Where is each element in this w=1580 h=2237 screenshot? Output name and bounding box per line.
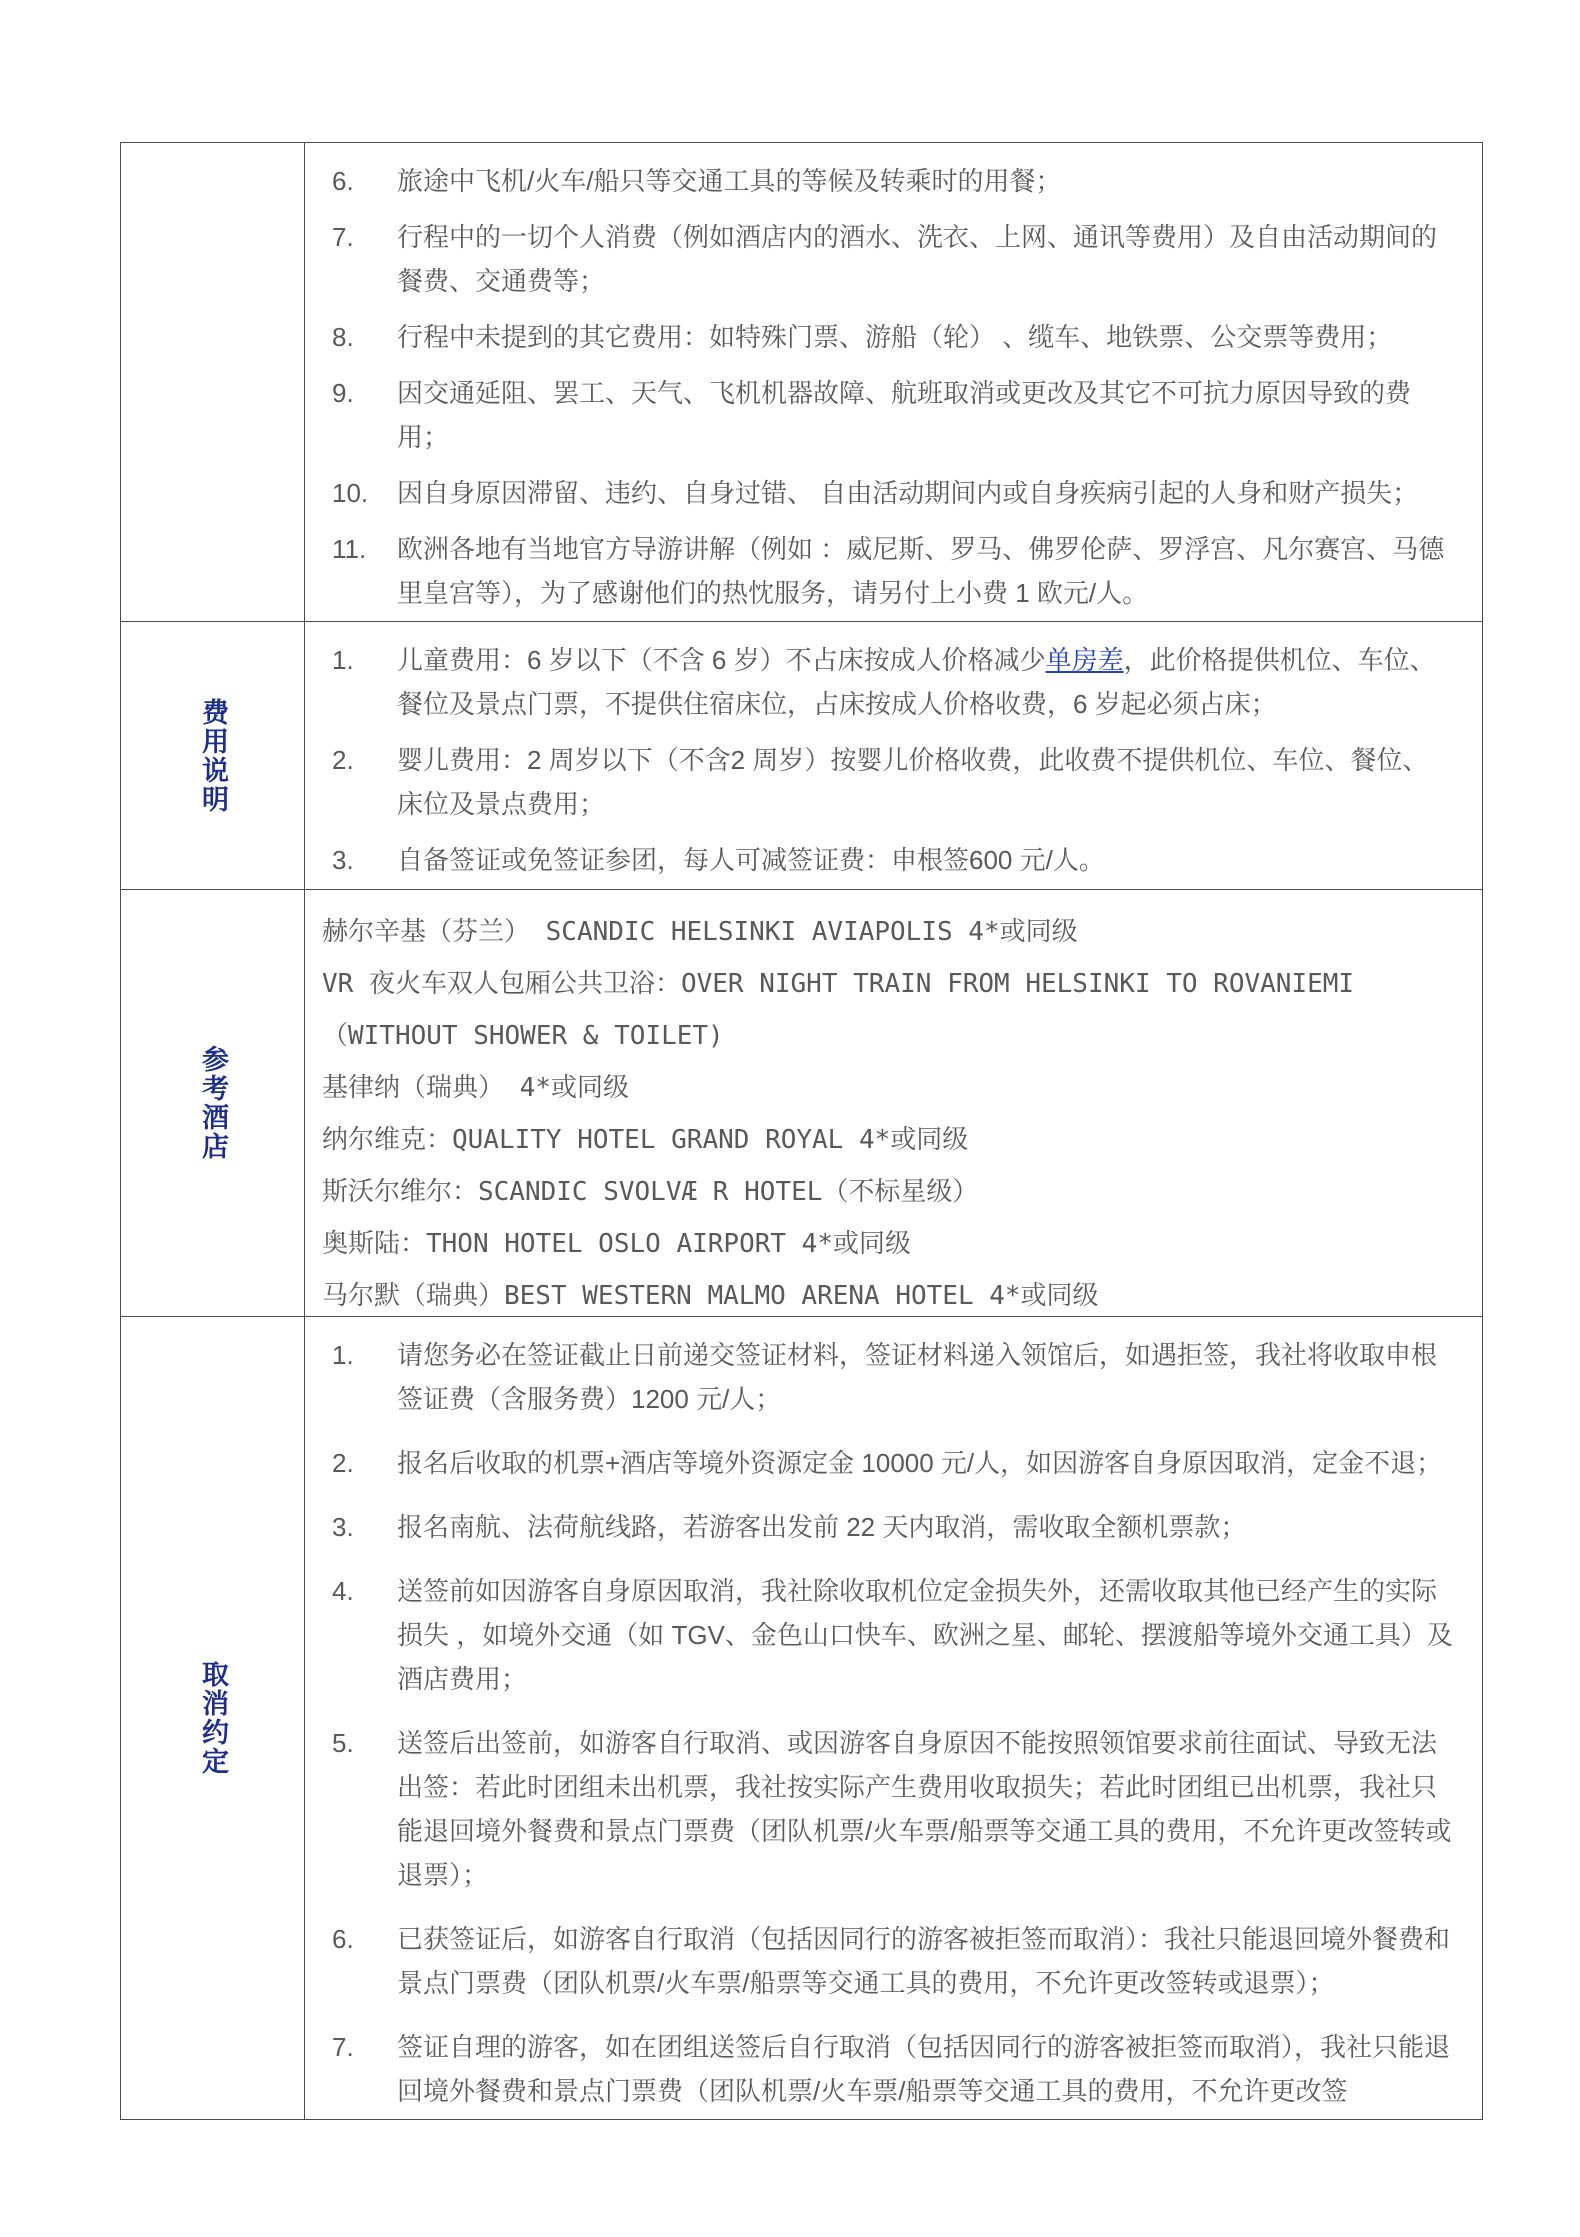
list-item: [332, 1721, 1454, 1897]
item-number: 11.: [332, 534, 367, 564]
item-number: 1.: [332, 645, 354, 675]
item-number: 2.: [332, 745, 354, 775]
exclusions-row-header-empty: [121, 143, 305, 621]
item-text: 签证自理的游客，如在团组送签后自行取消（包括因同行的游客被拒签而取消），我社只能退回境外餐费和景点门票费（团队机票/火车票/船票等交通工具的费用，不允许更改签: [397, 2032, 1451, 2106]
hotels-row-header: [121, 890, 305, 1316]
fees-header-label: 费用说明: [198, 697, 228, 814]
item-text: 婴儿费用：2 周岁以下（不含2 周岁）按婴儿价格收费，此收费不提供机位、车位、餐位、床位及景点费用；: [397, 745, 1429, 819]
item-text: 自备签证或免签证参团，每人可减签证费：申根签600 元/人。: [397, 845, 1105, 875]
list-item: [332, 2025, 1454, 2113]
cancellation-row-header: [121, 1317, 305, 2119]
hotel-line: 奥斯陆：THON HOTEL OSLO AIRPORT 4*或同级: [322, 1229, 911, 1259]
list-item: [332, 315, 1454, 359]
item-text: 旅途中飞机/火车/船只等交通工具的等候及转乘时的用餐；: [397, 166, 1062, 196]
item-text-pre: 儿童费用：6 岁以下（不含 6 岁）不占床按成人价格减少: [397, 645, 1046, 675]
item-text: 行程中的一切个人消费（例如酒店内的酒水、洗衣、上网、通讯等费用）及自由活动期间的餐费、交通费等；: [397, 222, 1438, 296]
cancellation-header-label: 取消约定: [198, 1660, 228, 1776]
item-number: 1.: [332, 1340, 354, 1370]
list-item: [332, 371, 1454, 459]
list-item: [332, 638, 1454, 726]
item-number: 6.: [332, 1924, 354, 1954]
list-item: [332, 738, 1454, 826]
item-text: 欧洲各地有当地官方导游讲解（例如 ：威尼斯、罗马、佛罗伦萨、罗浮宫、凡尔赛宫、马德里皇宫等），为了感谢他们的热忱服务，请另付上小费 1 欧元/人。: [397, 534, 1445, 608]
item-text: 送签后出签前，如游客自行取消、或因游客自身原因不能按照领馆要求前往面试、导致无法出签：若此时团组未出机票，我社按实际产生费用收取损失；若此时团组已出机票，我社只能退回境外餐费和景点门票费（团队机票/火车票/船票等交通工具的费用，不允许更改签转或退票）；: [397, 1728, 1452, 1890]
single-room-supplement-link[interactable]: 单房差: [1045, 645, 1124, 675]
item-number: 7.: [332, 2032, 354, 2062]
item-number: 10.: [332, 478, 369, 508]
item-number: 6.: [332, 166, 354, 196]
hotel-line: VR 夜火车双人包厢公共卫浴：OVER NIGHT TRAIN FROM HELSINKI TO ROVANIEMI （WITHOUT SHOWER & TOILET): [322, 969, 1355, 1051]
cancellation-row: [121, 1317, 1482, 2119]
fees-body: [305, 622, 1482, 889]
item-text: 行程中未提到的其它费用：如特殊门票、游船（轮） 、缆车、地铁票、公交票等费用；: [397, 322, 1393, 352]
item-text: [397, 638, 1454, 726]
item-number: 2.: [332, 1448, 354, 1478]
list-item: [332, 159, 1454, 203]
item-number: 7.: [332, 222, 354, 252]
item-text: 因交通延阻、罢工、天气、飞机机器故障、航班取消或更改及其它不可抗力原因导致的费用；: [397, 378, 1412, 452]
list-item: [332, 838, 1454, 882]
hotel-line: 赫尔辛基（芬兰） SCANDIC HELSINKI AVIAPOLIS 4*或同级: [322, 917, 1078, 947]
hotel-line: 马尔默（瑞典）BEST WESTERN MALMO ARENA HOTEL 4*或同级: [322, 1281, 1099, 1311]
cancellation-body: [305, 1317, 1482, 2119]
item-number: 3.: [332, 845, 354, 875]
hotel-line: 斯沃尔维尔：SCANDIC SVOLVÆ R HOTEL（不标星级）: [322, 1177, 979, 1207]
item-text: 请您务必在签证截止日前递交签证材料，签证材料递入领馆后，如遇拒签，我社将收取申根签证费（含服务费）1200 元/人；: [397, 1340, 1438, 1414]
hotels-body: [305, 890, 1482, 1316]
item-text: 送签前如因游客自身原因取消，我社除收取机位定金损失外，还需收取其他已经产生的实际损失 ，如境外交通（如 TGV、金色山口快车、欧洲之星、邮轮、摆渡船等境外交通工具）及酒店费用；: [397, 1576, 1453, 1694]
list-item: [332, 1917, 1454, 2005]
hotels-header-label: 参考酒店: [198, 1045, 228, 1161]
list-item: [332, 1333, 1454, 1421]
list-item: [332, 1505, 1454, 1549]
item-text: 因自身原因滞留、违约、自身过错、 自由活动期间内或自身疾病引起的人身和财产损失；: [397, 478, 1419, 508]
list-item: [332, 471, 1454, 515]
list-item: [332, 1569, 1454, 1701]
hotel-line: 基律纳（瑞典） 4*或同级: [322, 1073, 629, 1103]
item-text-post: ，此价格提供机位、车位、餐位及景点门票，不提供住宿床位，占床按成人价格收费，6 岁起必须占床；: [397, 645, 1436, 719]
list-item: [332, 527, 1454, 615]
fees-row-header: [121, 622, 305, 889]
item-text: 报名后收取的机票+酒店等境外资源定金 10000 元/人，如因游客自身原因取消，定金不退；: [397, 1448, 1443, 1478]
item-number: 4.: [332, 1576, 354, 1606]
item-number: 9.: [332, 378, 354, 408]
item-text: 已获签证后，如游客自行取消（包括因同行的游客被拒签而取消）：我社只能退回境外餐费和景点门票费（团队机票/火车票/船票等交通工具的费用，不允许更改签转或退票）；: [397, 1924, 1451, 1998]
exclusions-body: [305, 143, 1482, 621]
terms-table: [120, 142, 1483, 2120]
hotels-row: [121, 890, 1482, 1317]
list-item: [332, 215, 1454, 303]
item-number: 5.: [332, 1728, 354, 1758]
exclusions-row: [121, 143, 1482, 622]
item-number: 8.: [332, 322, 354, 352]
fees-row: [121, 622, 1482, 890]
item-text: 报名南航、法荷航线路，若游客出发前 22 天内取消，需收取全额机票款；: [397, 1512, 1247, 1542]
item-number: 3.: [332, 1512, 354, 1542]
hotel-line: 纳尔维克：QUALITY HOTEL GRAND ROYAL 4*或同级: [322, 1125, 969, 1155]
list-item: [332, 1441, 1454, 1485]
